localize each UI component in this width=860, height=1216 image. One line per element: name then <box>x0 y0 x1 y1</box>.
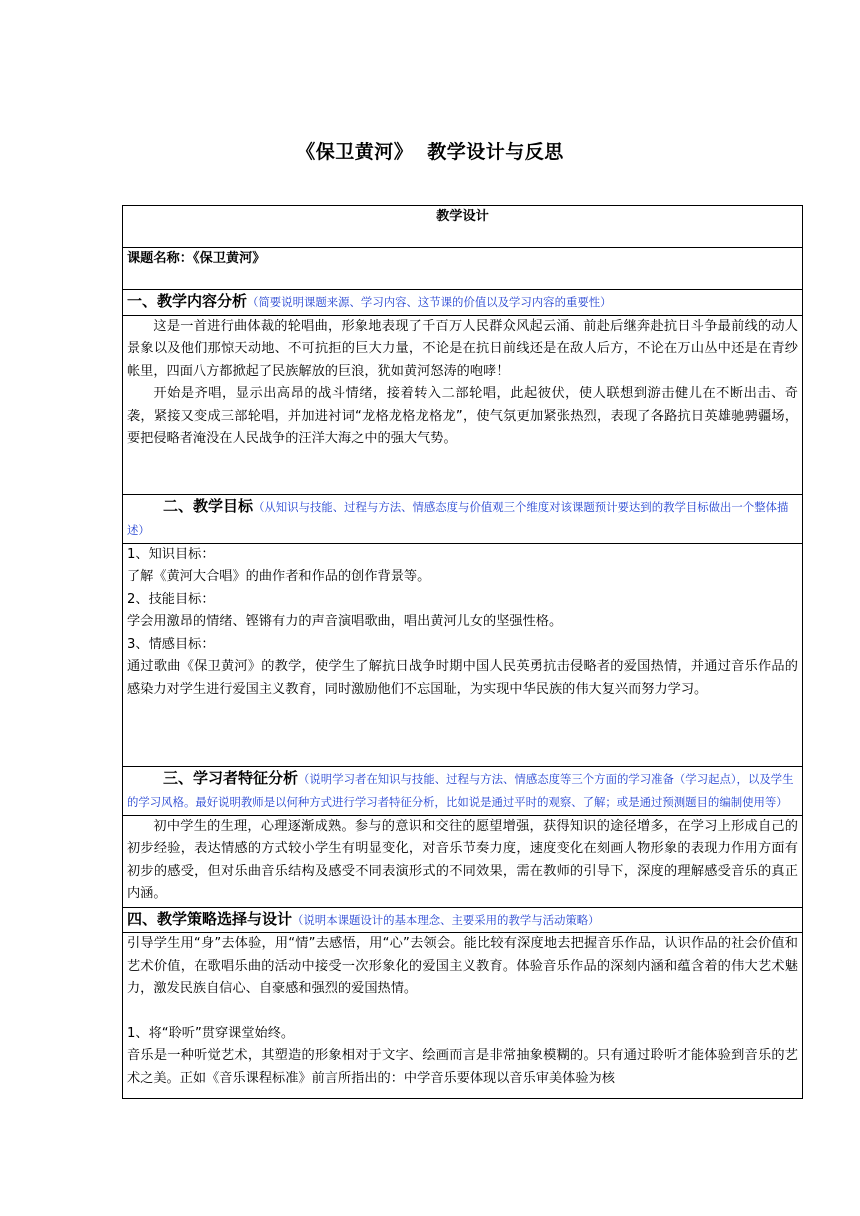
section3-title: 三、学习者特征分析 <box>163 768 299 787</box>
section4-title: 四、教学策略选择与设计 <box>127 909 293 928</box>
section2-heading <box>123 494 803 543</box>
section3-content <box>123 815 803 907</box>
title-main: 《保卫黄河》 <box>296 141 414 163</box>
section1-paragraph-1: 这是一首进行曲体裁的轮唱曲，形象地表现了千百万人民群众风起云涌、前赴后继奔赴抗日斗争最前线的动人景象以及他们那惊天动地、不可抗拒的巨大力量，不论是在抗日前线还是在敌人后方，不论在万山丛中还是在青纱帐里，四面八方都掀起了民族解放的巨浪，犹如黄河怒涛的咆哮！ <box>127 318 798 379</box>
section3-paragraph: 初中学生的生理，心理逐渐成熟。参与的意识和交往的愿望增强，获得知识的途径增多，在学习上形成自己的初步经验，表达情感的方式较小学生有明显变化，对音乐节奏力度，速度变化在刻画人物形象的表现力作用方面有初步的感受，但对乐曲音乐结构及感受不同表演形式的不同效果，需在教师的引导下，深度的理解感受音乐的真正内涵。 <box>127 818 798 901</box>
goal-emotion-label: 3、情感目标： <box>127 636 215 652</box>
section3-note: （说明学习者在知识与技能、过程与方法、情感态度等三个方面的学习准备（学习起点），以及学生的学习风格。最好说明教师是以何种方式进行学习者特征分析，比如说是通过平时的观察、了解；或是通过预测题目的编制使用等） <box>127 771 794 809</box>
section1-paragraph-2: 开始是齐唱，显示出高昂的战斗情绪，接着转入二部轮唱，此起彼伏，使人联想到游击健儿在不断出击、奇袭，紧接又变成三部轮唱，并加进衬词“龙格龙格龙格龙”，使气氛更加紧张热烈，表现了各路抗日英雄驰骋疆场，要把侵略者淹没在人民战争的汪洋大海之中的强大气势。 <box>127 386 798 446</box>
section1-note: （简要说明课题来源、学习内容、这节课的价值以及学习内容的重要性） <box>247 295 612 309</box>
goal-emotion-text: 通过歌曲《保卫黄河》的教学，使学生了解抗日战争时期中国人民英勇抗击侵略者的爱国热情，并通过音乐作品的感染力对学生进行爱国主义教育，同时激励他们不忘国耻，为实现中华民族的伟大复兴而努力学习。 <box>127 659 798 697</box>
section2-title: 二、教学目标 <box>163 496 254 515</box>
section4-paragraph-1: 引导学生用“身”去体验，用“情”去感悟，用“心”去领会。能比较有深度地去把握音乐作品，认识作品的社会价值和艺术价值，在歌唱乐曲的活动中接受一次形象化的爱国主义教育。体验音乐作品的深刻内涵和蕴含着的伟大艺术魅力，激发民族自信心、自豪感和强烈的爱国热情。 <box>127 936 798 996</box>
goal-knowledge-label: 1、知识目标： <box>127 546 215 562</box>
goal-skill-text: 学会用激昂的情绪、铿锵有力的声音演唱歌曲，唱出黄河儿女的坚强性格。 <box>127 614 563 629</box>
section4-content <box>123 933 803 1099</box>
section4-item1-title: 1、将“聆听”贯穿课堂始终。 <box>127 1025 295 1041</box>
section2-content <box>123 543 803 766</box>
title-sub: 教学设计与反思 <box>427 141 564 163</box>
section3-heading <box>123 766 803 815</box>
section4-heading <box>123 907 803 933</box>
teaching-design-table <box>122 205 803 1099</box>
section1-content <box>123 315 803 494</box>
section1-heading <box>123 290 803 316</box>
document-title <box>0 137 860 164</box>
goal-knowledge-text: 了解《黄河大合唱》的曲作者和作品的创作背景等。 <box>127 569 431 584</box>
section1-title: 一、教学内容分析 <box>127 292 248 310</box>
section4-item1-text: 音乐是一种听觉艺术，其塑造的形象相对于文字、绘画而言是非常抽象模糊的。只有通过聆听才能体验到音乐的艺术之美。正如《音乐课程标准》前言所指出的：中学音乐要体现以音乐审美体验为核 <box>127 1048 798 1086</box>
goal-skill-label: 2、技能目标： <box>127 591 215 607</box>
section4-note: （说明本课题设计的基本理念、主要采用的教学与活动策略） <box>292 912 600 927</box>
table-header: 教学设计 <box>123 206 803 248</box>
section2-note: （从知识与技能、过程与方法、情感态度与价值观三个维度对该课题预计要达到的教学目标做出一个整体描述） <box>127 499 789 537</box>
topic-name: 课题名称：《保卫黄河》 <box>123 248 803 290</box>
